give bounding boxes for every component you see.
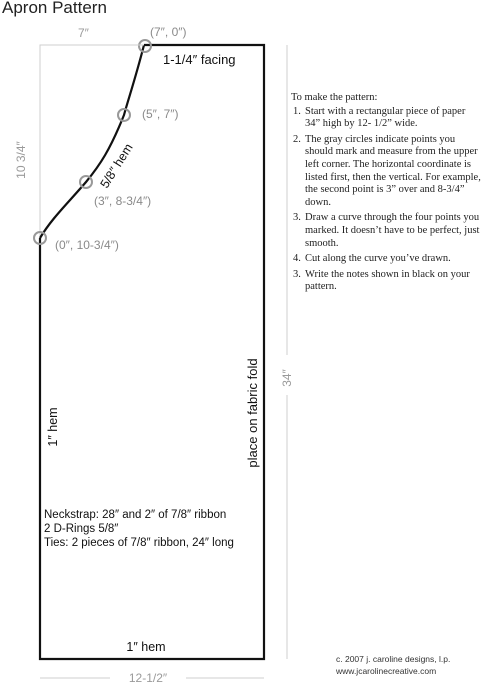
facing-label: 1-1/4″ facing [163, 52, 236, 67]
step-text: Cut along the curve you’ve drawn. [305, 253, 451, 265]
step-number: 3. [293, 268, 301, 280]
note-ties: Ties: 2 pieces of 7/8″ ribbon, 24″ long [44, 537, 234, 550]
instruction-step [291, 134, 483, 210]
top-width-label: 7″ [78, 26, 89, 40]
bottom-width-label: 12-1/2″ [128, 671, 168, 685]
step-number: 3. [293, 212, 301, 224]
step-number: 1. [293, 105, 301, 117]
point-label-3: (3″, 8-3/4″) [94, 194, 152, 208]
instruction-step [291, 253, 483, 266]
curve-hem-label: 5/8″ hem [97, 141, 136, 191]
page-title: Apron Pattern [2, 0, 107, 17]
step-number: 4. [293, 253, 301, 265]
point-label-1: (7″, 0″) [150, 25, 187, 39]
step-text: The gray circles indicate points you should mark and measure from the upper left corner. The horizontal coordinate is listed first, then the vertical. For example, the second point is 3” over and 8-3/4” down. [305, 133, 481, 208]
instruction-step [291, 212, 483, 250]
instructions-intro: To make the pattern: [291, 92, 378, 103]
neckline-curve [40, 45, 144, 238]
point-label-2: (5″, 7″) [142, 107, 179, 121]
total-height-label: 34″ [280, 369, 294, 387]
step-text: Draw a curve through the four points you marked. It doesn’t have to be perfect, just smooth. [305, 212, 480, 249]
copyright-credit: c. 2007 j. caroline designs, l.p. [336, 654, 451, 664]
note-neckstrap: Neckstrap: 28″ and 2″ of 7/8″ ribbon [44, 509, 227, 521]
note-d-rings: 2 D-Rings 5/8″ [44, 523, 119, 536]
fold-label: place on fabric fold [245, 358, 260, 468]
step-text: Start with a rectangular piece of paper 34” high by 12- 1/2” wide. [305, 105, 466, 130]
instructions-list [291, 106, 483, 294]
instructions-panel [291, 92, 483, 297]
step-text: Write the notes shown in black on your pattern. [305, 268, 470, 293]
pattern-outline [40, 45, 264, 659]
bib-height-label: 10 3/4″ [14, 141, 28, 179]
paper-outline [40, 45, 264, 659]
side-hem-label: 1″ hem [46, 407, 60, 447]
instruction-step [291, 106, 483, 131]
instruction-step [291, 269, 483, 294]
bottom-hem-label: 1″ hem [126, 640, 166, 654]
website-credit: www.jcarolinecreative.com [336, 666, 437, 676]
point-label-4: (0″, 10-3/4″) [55, 238, 119, 252]
step-number: 2. [293, 133, 301, 145]
materials-notes [44, 508, 234, 551]
